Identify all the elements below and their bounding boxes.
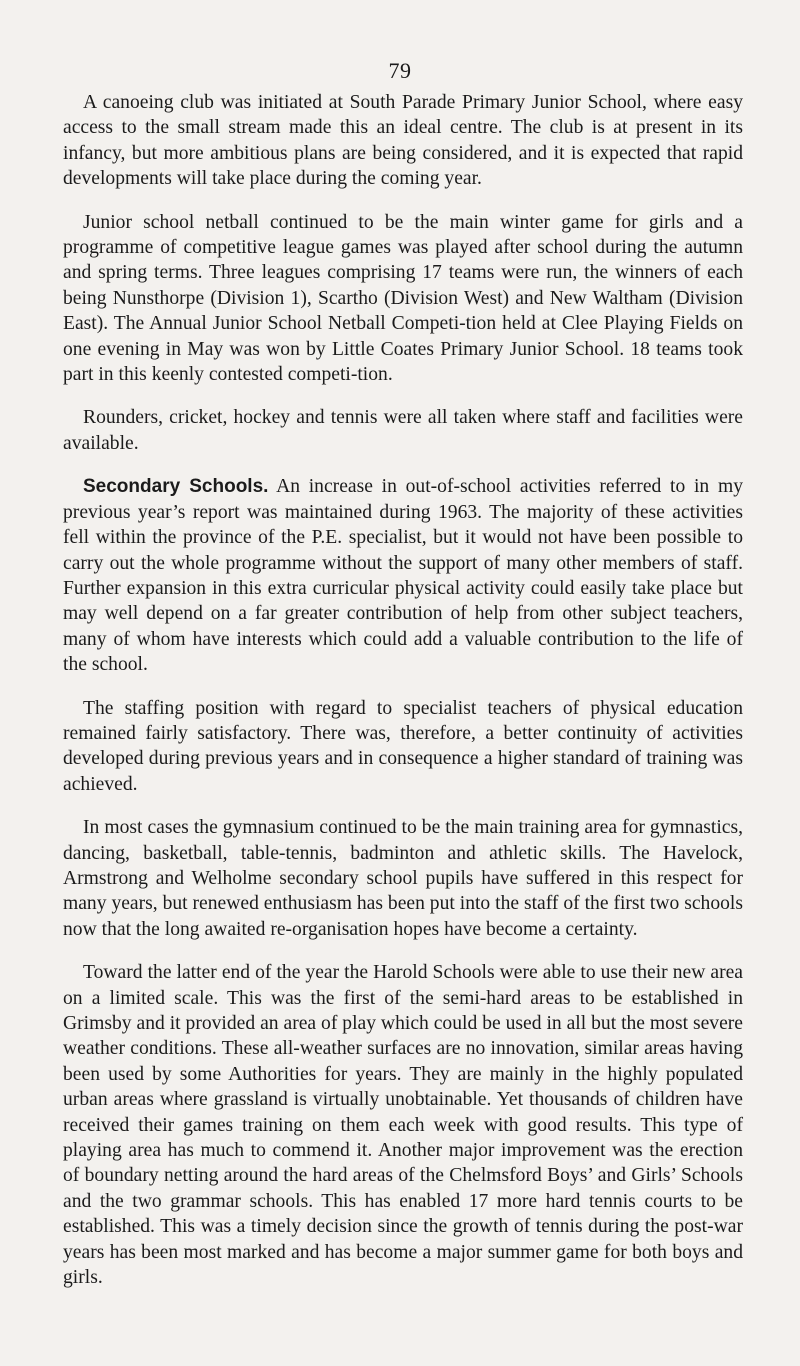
paragraph-secondary-schools: [63, 474, 743, 677]
paragraph-junior-netball: Junior school netball continued to be the main winter game for girls and a programme of competitive league games was played after school during the autumn and spring terms. Three leagues comprising 17 teams were run, the winners of each being Nunsthorpe (Division 1), Scartho (Division West) and New Waltham (Division East). The Annual Junior School Netball Competi-tion held at Clee Playing Fields on one evening in May was won by Little Coates Primary Junior School. 18 teams took part in this keenly contested competi-tion.: [63, 211, 743, 386]
paragraph-summer-games: Rounders, cricket, hockey and tennis were all taken where staff and facilities were available.: [63, 407, 743, 454]
page-number: 79: [388, 58, 412, 83]
paragraph-staffing-position: The staffing position with regard to specialist teachers of physical education remained fairly satisfactory. There was, therefore, a better continuity of activities developed during previous years and in consequence a higher standard of training was achieved.: [63, 697, 743, 795]
paragraph-harold-schools: Toward the latter end of the year the Harold Schools were able to use their new area on a limited scale. This was the first of the semi-hard areas to be established in Grimsby and it provided an area of play which could be used in all but the most severe weather conditions. These all-weather surfaces are no innovation, similar areas having been used by some Authorities for years. They are mainly in the highly populated urban areas where grassland is virtually unobtainable. Yet thousands of children have received their games training on them each week with good results. This type of playing area has much to commend it. Another major improvement was the erection of boundary netting around the hard areas of the Chelmsford Boys’ and Girls’ Schools and the two grammar schools. This has enabled 17 more hard tennis courts to be established. This was a timely decision since the growth of tennis during the post-war years has been most marked and has become a major summer game for both boys and girls.: [63, 962, 743, 1289]
paragraph-secondary-schools-text: An increase in out-of-school activities referred to in my previous year’s report was maintained during 1963. The majority of these activities fell within the province of the P.E. specialist, but it would not have been possible to carry out the whole programme without the support of many other members of staff. Further expansion in this extra curricular physical activity could easily take place but may well depend on a far greater contribution of help from other subject teachers, many of whom have interests which could add a valuable contribution to the life of the school.: [63, 476, 743, 676]
paragraph-canoeing-club: A canoeing club was initiated at South Parade Primary Junior School, where easy access to the small stream made this an ideal centre. The club is at present in its infancy, but more ambitious plans are being considered, and it is expected that rapid developments will take place during the coming year.: [63, 92, 743, 190]
section-heading-secondary-schools: Secondary Schools.: [83, 476, 269, 498]
body-text: [63, 90, 743, 1306]
paragraph-gymnasium: In most cases the gymnasium continued to be the main training area for gymnastics, dancing, basketball, table-tennis, badminton and athletic skills. The Havelock, Armstrong and Welholme secondary school pupils have suffered in this respect for many years, but renewed enthusiasm has been put into the staff of the first two schools now that the long awaited re-organisation hopes have become a certainty.: [63, 817, 743, 940]
